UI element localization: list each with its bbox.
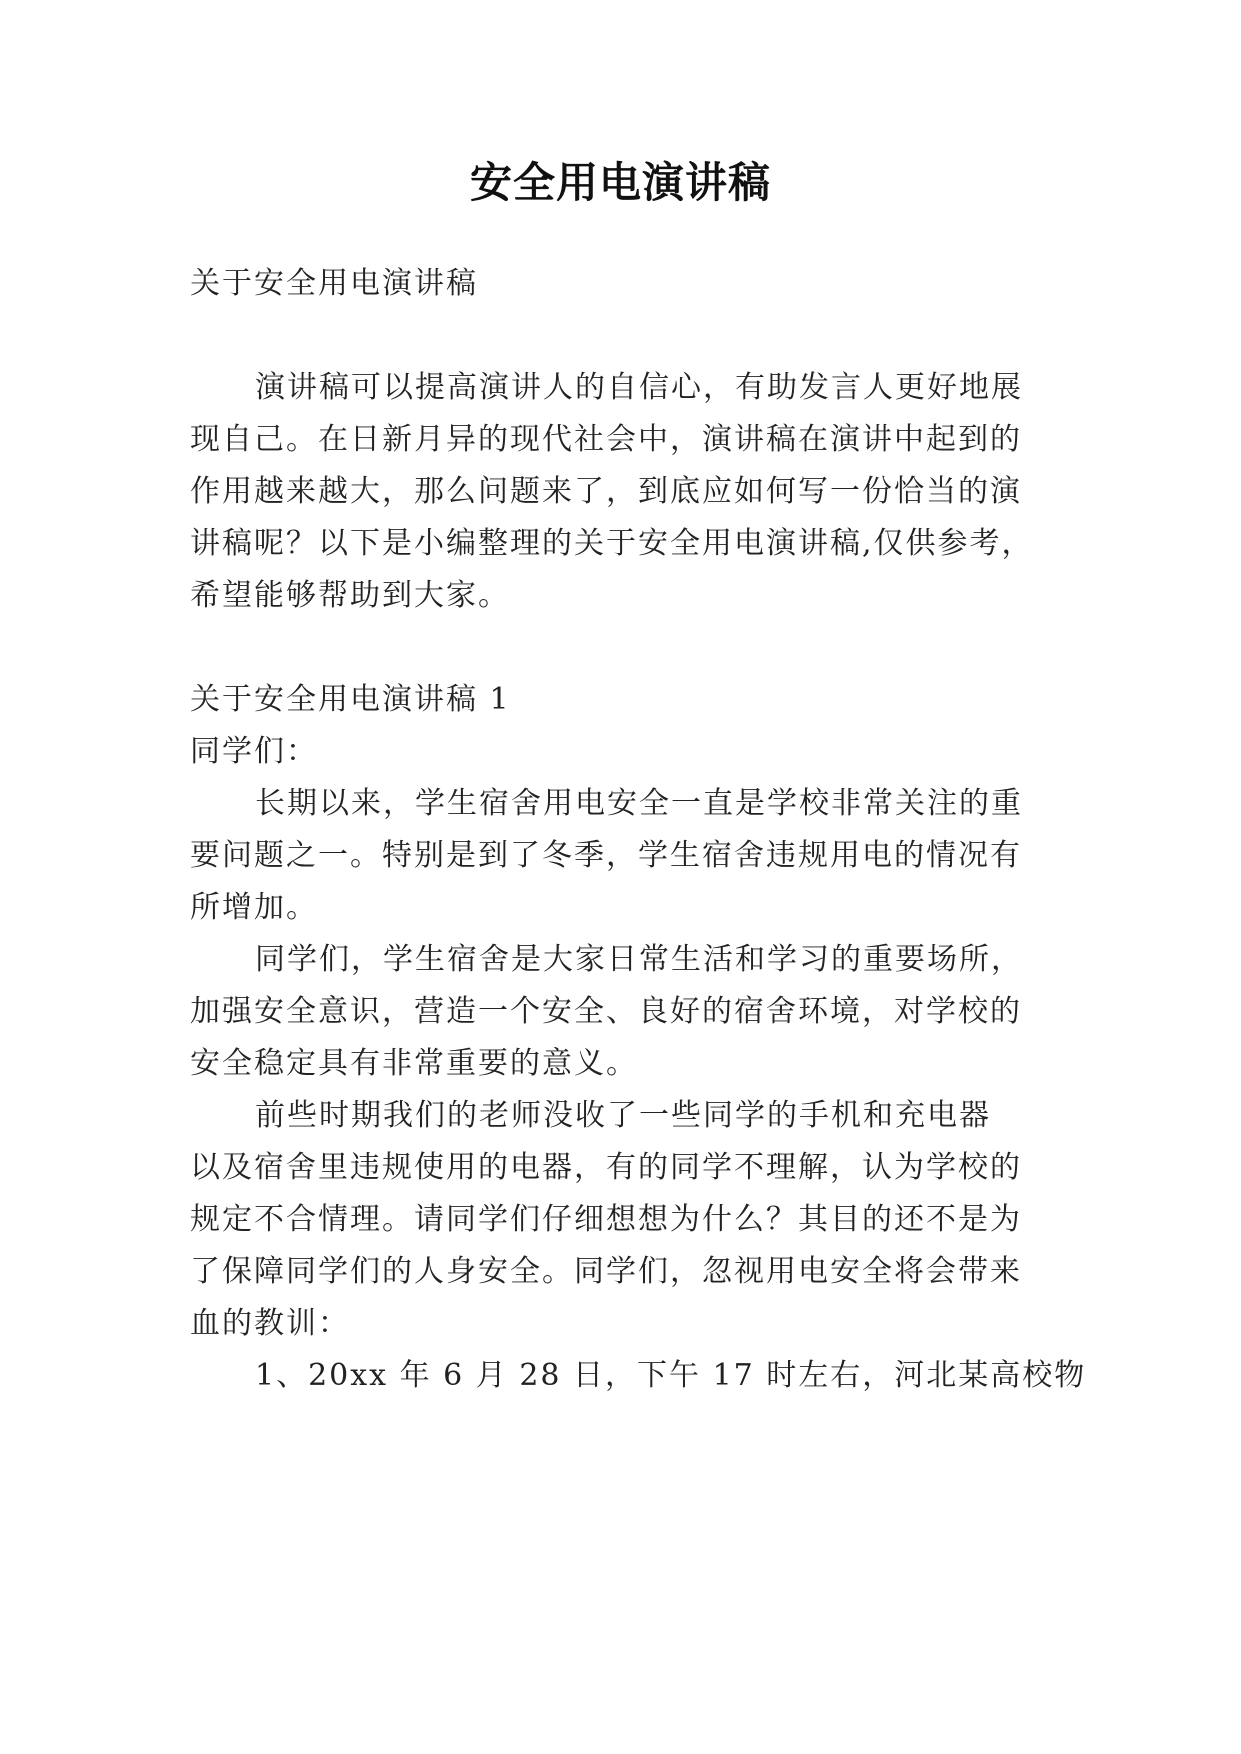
paragraph2-line-1: 同学们，学生宿舍是大家日常生活和学习的重要场所， bbox=[255, 942, 1023, 977]
intro-line-4: 讲稿呢？以下是小编整理的关于安全用电演讲稿,仅供参考， bbox=[190, 526, 1034, 561]
paragraph1-line-1: 长期以来，学生宿舍用电安全一直是学校非常关注的重 bbox=[255, 786, 1023, 821]
document-subtitle: 关于安全用电演讲稿 bbox=[190, 266, 478, 301]
document-title: 安全用电演讲稿 bbox=[469, 158, 771, 207]
paragraph1-line-2: 要问题之一。特别是到了冬季，学生宿舍违规用电的情况有 bbox=[190, 838, 1022, 873]
intro-line-1: 演讲稿可以提高演讲人的自信心，有助发言人更好地展 bbox=[255, 370, 1023, 405]
intro-line-2: 现自己。在日新月异的现代社会中，演讲稿在演讲中起到的 bbox=[190, 422, 1022, 457]
paragraph3-line-4: 了保障同学们的人身安全。同学们，忽视用电安全将会带来 bbox=[190, 1254, 1022, 1289]
paragraph3-line-2: 以及宿舍里违规使用的电器，有的同学不理解，认为学校的 bbox=[190, 1150, 1022, 1185]
intro-line-3: 作用越来越大，那么问题来了，到底应如何写一份恰当的演 bbox=[190, 474, 1022, 509]
section-heading: 关于安全用电演讲稿 1 bbox=[190, 682, 511, 717]
paragraph1-line-3: 所增加。 bbox=[190, 890, 318, 925]
intro-line-5: 希望能够帮助到大家。 bbox=[190, 578, 510, 613]
paragraph2-line-2: 加强安全意识，营造一个安全、良好的宿舍环境，对学校的 bbox=[190, 994, 1022, 1029]
salutation: 同学们： bbox=[190, 734, 318, 769]
paragraph2-line-3: 安全稳定具有非常重要的意义。 bbox=[190, 1046, 638, 1081]
paragraph4-line-1: 1、20xx 年 6 月 28 日，下午 17 时左右，河北某高校物 bbox=[255, 1358, 1087, 1393]
paragraph3-line-5: 血的教训： bbox=[190, 1306, 350, 1341]
paragraph3-line-1: 前些时期我们的老师没收了一些同学的手机和充电器 bbox=[255, 1098, 991, 1133]
paragraph3-line-3: 规定不合情理。请同学们仔细想想为什么？其目的还不是为 bbox=[190, 1202, 1022, 1237]
